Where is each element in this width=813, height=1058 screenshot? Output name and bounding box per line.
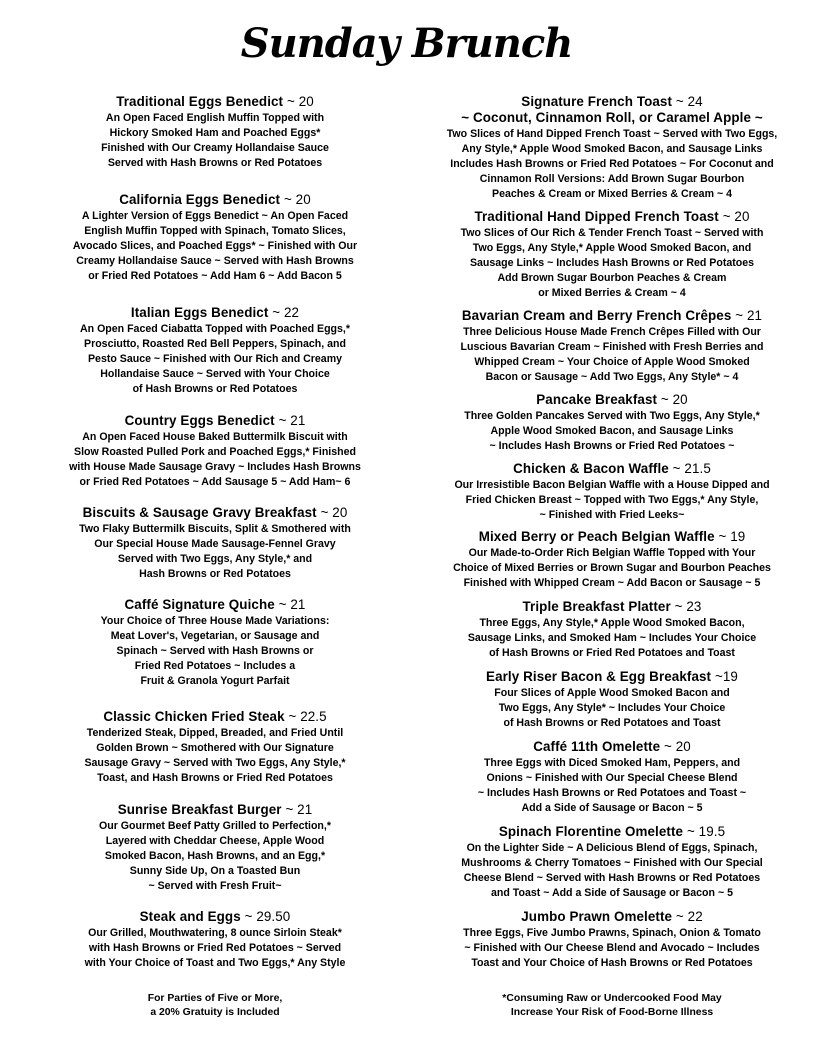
item-name: Spinach Florentine Omelette: [498, 824, 684, 839]
menu-item: [427, 461, 797, 523]
menu-item: [427, 739, 797, 816]
item-heading: [44, 305, 386, 321]
item-price: ~ 20: [663, 739, 691, 754]
item-heading: [427, 308, 797, 324]
item-heading: [427, 909, 797, 925]
item-name: Classic Chicken Fried Steak: [103, 709, 285, 724]
item-description: An Open Faced English Muffin Topped with Hickory Smoked Ham and Poached Eggs* Finished with Our Creamy Hollandaise Sauce Served with Hash Browns or Red Potatoes: [101, 112, 329, 170]
menu-item: [427, 669, 797, 731]
item-name: Traditional Eggs Benedict: [116, 94, 284, 109]
menu-item: [44, 909, 386, 971]
item-price: ~ 24: [675, 94, 703, 109]
menu-title: Sunday Brunch: [240, 20, 573, 67]
item-heading: [44, 909, 386, 925]
menu-item: [427, 599, 797, 661]
item-price: ~ 22.5: [288, 709, 327, 724]
item-price: ~ 20: [320, 505, 348, 520]
item-name: Traditional Hand Dipped French Toast: [474, 209, 719, 224]
item-name: Triple Breakfast Platter: [522, 599, 671, 614]
item-heading: [427, 461, 797, 477]
menu-item: [44, 94, 386, 171]
item-heading: [427, 529, 797, 545]
item-name: Pancake Breakfast: [536, 392, 658, 407]
item-description: On the Lighter Side ~ A Delicious Blend of Eggs, Spinach, Mushrooms & Cherry Tomatoes ~ Finished with Our Special Cheese Blend ~ Served with Hash Browns or Red Potatoes and Toast ~ Add a Side of Sausage or Bacon ~ 5: [461, 842, 763, 900]
item-heading: [427, 599, 797, 615]
item-name: Steak and Eggs: [139, 909, 241, 924]
item-name: Country Eggs Benedict: [124, 413, 275, 428]
gratuity-note: For Parties of Five or More, a 20% Gratuity is Included: [147, 993, 283, 1018]
item-heading: [44, 709, 386, 725]
item-heading: [427, 392, 797, 408]
item-heading: [44, 94, 386, 110]
item-description: Tenderized Steak, Dipped, Breaded, and Fried Until Golden Brown ~ Smothered with Our Signature Sausage Gravy ~ Served with Two Eggs, Any Style,* Toast, and Hash Browns or Fried Red Potatoes: [84, 727, 346, 785]
menu-item: [44, 305, 386, 397]
menu-item: [427, 209, 797, 301]
item-description: An Open Faced Ciabatta Topped with Poached Eggs,* Prosciutto, Roasted Red Bell Peppers, Spinach, and Pesto Sauce ~ Finished with Our Rich and Creamy Hollandaise Sauce ~ Served with Your Choice of Hash Browns or Red Potatoes: [80, 323, 350, 396]
item-price: ~ 21: [278, 597, 306, 612]
menu-item: [427, 94, 797, 202]
item-price: ~19: [714, 669, 738, 684]
menu-item: [44, 709, 386, 786]
item-price: ~ 20: [722, 209, 750, 224]
item-heading: [427, 94, 797, 126]
item-price: ~ 20: [286, 94, 314, 109]
item-name: Sunrise Breakfast Burger: [117, 802, 282, 817]
menu-item: [427, 392, 797, 454]
item-description: Our Gourmet Beef Patty Grilled to Perfection,* Layered with Cheddar Cheese, Apple Wood Smoked Bacon, Hash Browns, and an Egg,* Sunny Side Up, On a Toasted Bun ~ Served with Fresh Fruit~: [99, 820, 331, 893]
menu-item: [427, 909, 797, 971]
menu-item: [44, 597, 386, 689]
item-description: Your Choice of Three House Made Variations: Meat Lover's, Vegetarian, or Sausage and Spinach ~ Served with Hash Browns or Fried Red Potatoes ~ Includes a Fruit & Granola Yogurt Parfait: [100, 615, 330, 688]
item-description: Our Grilled, Mouthwatering, 8 ounce Sirloin Steak* with Hash Browns or Fried Red Potatoes ~ Served with Your Choice of Toast and Two Eggs,* Any Style: [84, 927, 346, 970]
item-price: ~ 20: [283, 192, 311, 207]
item-description: Four Slices of Apple Wood Smoked Bacon and Two Eggs, Any Style* ~ Includes Your Choice of Hash Browns or Red Potatoes and Toast: [494, 687, 730, 730]
menu-item: [427, 824, 797, 901]
raw-food-warning: *Consuming Raw or Undercooked Food May Increase Your Risk of Food-Borne Illness: [502, 993, 722, 1018]
item-heading: [44, 413, 386, 429]
item-description: Three Delicious House Made French Crêpes Filled with Our Luscious Bavarian Cream ~ Finished with Fresh Berries and Whipped Cream ~ Your Choice of Apple Wood Smoked Bacon or Sausage ~ Add Two Eggs, Any Style* ~ 4: [460, 326, 764, 384]
item-description: Two Flaky Buttermilk Biscuits, Split & Smothered with Our Special House Made Sausage-Fennel Gravy Served with Two Eggs, Any Style,* and Hash Browns or Red Potatoes: [79, 523, 351, 581]
item-heading: [427, 209, 797, 225]
item-name: Caffé 11th Omelette: [533, 739, 661, 754]
item-description: Two Slices of Hand Dipped French Toast ~ Served with Two Eggs, Any Style,* Apple Wood Smoked Bacon, and Sausage Links Includes Hash Browns or Fried Red Potatoes ~ For Coconut and Cinnamon Roll Versions: Add Brown Sugar Bourbon Peaches & Cream or Mixed Berries & Cream ~ 4: [446, 128, 778, 201]
item-price: ~ 21: [278, 413, 306, 428]
item-name: Bavarian Cream and Berry French Crêpes: [461, 308, 732, 323]
item-name: Mixed Berry or Peach Belgian Waffle: [478, 529, 715, 544]
item-description: Our Made-to-Order Rich Belgian Waffle Topped with Your Choice of Mixed Berries or Brown Sugar and Bourbon Peaches Finished with Whipped Cream ~ Add Bacon or Sausage ~ 5: [453, 547, 771, 590]
item-name: Caffé Signature Quiche: [124, 597, 275, 612]
item-price: ~ 20: [660, 392, 688, 407]
item-price: ~ 21: [285, 802, 313, 817]
item-heading: [427, 669, 797, 685]
item-price: ~ 19.5: [686, 824, 726, 839]
item-heading: [44, 597, 386, 613]
item-name: Early Riser Bacon & Egg Breakfast: [486, 669, 712, 684]
item-name: Italian Eggs Benedict: [130, 305, 269, 320]
item-heading: [44, 802, 386, 818]
item-heading: [427, 824, 797, 840]
menu-item: [44, 802, 386, 894]
menu-item: [427, 308, 797, 385]
item-description: Three Eggs with Diced Smoked Ham, Peppers, and Onions ~ Finished with Our Special Cheese Blend ~ Includes Hash Browns or Red Potatoes and Toast ~ Add a Side of Sausage or Bacon ~ 5: [477, 757, 747, 815]
menu-item: [44, 413, 386, 490]
item-heading: [44, 192, 386, 208]
item-description: Three Eggs, Five Jumbo Prawns, Spinach, Onion & Tomato ~ Finished with Our Cheese Blend and Avocado ~ Includes Toast and Your Choice of Hash Browns or Red Potatoes: [463, 927, 761, 970]
item-price: ~ 21: [735, 308, 763, 323]
item-description: Our Irresistible Bacon Belgian Waffle with a House Dipped and Fried Chicken Breast ~ Topped with Two Eggs,* Any Style, ~ Finished with Fried Leeks~: [454, 479, 770, 522]
item-description: Two Slices of Our Rich & Tender French Toast ~ Served with Two Eggs, Any Style,* Apple Wood Smoked Bacon, and Sausage Links ~ Includes Hash Browns or Red Potatoes Add Brown Sugar Bourbon Peaches & Cream or Mixed Berries & Cream ~ 4: [460, 227, 764, 300]
item-name: Jumbo Prawn Omelette: [521, 909, 673, 924]
item-price: ~ 29.50: [244, 909, 291, 924]
item-price: ~ 22: [272, 305, 300, 320]
item-name: California Eggs Benedict: [119, 192, 281, 207]
item-description: Three Eggs, Any Style,* Apple Wood Smoked Bacon, Sausage Links, and Smoked Ham ~ Includes Your Choice of Hash Browns or Fried Red Potatoes and Toast: [467, 617, 757, 660]
item-heading: [44, 505, 386, 521]
item-name: Signature French Toast: [521, 94, 673, 109]
item-price: ~ 23: [674, 599, 702, 614]
menu-item: [44, 505, 386, 582]
item-price: ~ 19: [718, 529, 746, 544]
item-description: An Open Faced House Baked Buttermilk Biscuit with Slow Roasted Pulled Pork and Poached Eggs,* Finished with House Made Sausage Gravy ~ Includes Hash Browns or Fried Red Potatoes ~ Add Sausage 5 ~ Add Ham~ 6: [69, 431, 361, 489]
item-name: Biscuits & Sausage Gravy Breakfast: [82, 505, 317, 520]
item-price: ~ 21.5: [672, 461, 711, 476]
item-description: Three Golden Pancakes Served with Two Eggs, Any Style,* Apple Wood Smoked Bacon, and Sausage Links ~ Includes Hash Browns or Fried Red Potatoes ~: [464, 410, 760, 453]
item-subtitle: ~ Coconut, Cinnamon Roll, or Caramel Apple ~: [461, 110, 763, 125]
item-description: A Lighter Version of Eggs Benedict ~ An Open Faced English Muffin Topped with Spinach, Tomato Slices, Avocado Slices, and Poached Eggs* ~ Finished with Our Creamy Hollandaise Sauce ~ Served with Hash Browns or Fried Red Potatoes ~ Add Ham 6 ~ Add Bacon 5: [72, 210, 358, 283]
item-price: ~ 22: [675, 909, 703, 924]
item-name: Chicken & Bacon Waffle: [513, 461, 669, 476]
item-heading: [427, 739, 797, 755]
menu-item: [44, 192, 386, 284]
menu-item: [427, 529, 797, 591]
